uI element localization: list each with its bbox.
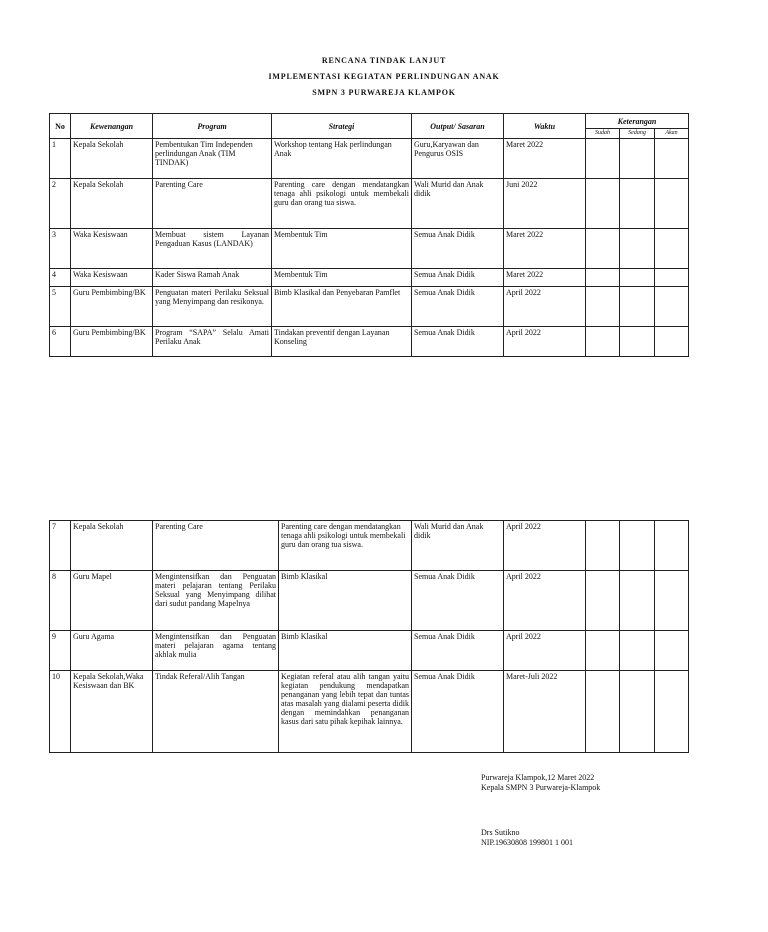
document-title: RENCANA TINDAK LANJUT — [321, 56, 447, 65]
row-sudah — [586, 179, 620, 229]
col-header-output: Output/ Sasaran — [412, 114, 504, 139]
signature-nip: NIP.19630808 199801 1 001 — [481, 838, 574, 847]
col-header-strategi: Strategi — [272, 114, 412, 139]
row-output: Semua Anak Didik — [412, 327, 504, 357]
table-row — [50, 287, 689, 327]
row-strategi: Parenting care dengan mendatangkan tenaga ahli psikologi untuk membekali guru dan orang tua siswa. — [272, 179, 412, 229]
row-kewenangan: Kepala Sekolah — [71, 521, 153, 571]
table-row — [50, 179, 689, 229]
row-waktu: April 2022 — [504, 521, 586, 571]
action-plan-table-part2 — [49, 520, 689, 753]
row-no: 9 — [50, 631, 71, 671]
row-strategi: Membentuk Tim — [272, 229, 412, 269]
row-waktu: Maret 2022 — [504, 269, 586, 287]
row-sudah — [586, 269, 620, 287]
row-output: Semua Anak Didik — [412, 229, 504, 269]
col-header-keterangan: Keterangan — [586, 114, 689, 129]
signature-place-date: Purwareja Klampok,12 Maret 2022 — [481, 773, 595, 782]
row-output: Semua Anak Didik — [412, 269, 504, 287]
row-waktu: April 2022 — [504, 571, 586, 631]
row-sedang — [620, 287, 655, 327]
row-no: 2 — [50, 179, 71, 229]
row-output: Semua Anak Didik — [412, 571, 504, 631]
row-akan — [655, 179, 689, 229]
row-strategi: Workshop tentang Hak perlindungan Anak — [272, 139, 412, 179]
row-strategi: Bimb Klasikal — [279, 631, 412, 671]
row-akan — [655, 287, 689, 327]
row-program: Parenting Care — [153, 179, 272, 229]
row-output: Semua Anak Didik — [412, 631, 504, 671]
col-header-akan: Akan — [655, 129, 689, 139]
row-no: 10 — [50, 671, 71, 753]
row-sedang — [620, 671, 655, 753]
row-sudah — [586, 631, 620, 671]
row-waktu: April 2022 — [504, 287, 586, 327]
row-akan — [655, 521, 689, 571]
row-kewenangan: Waka Kesiswaan — [71, 269, 153, 287]
row-kewenangan: Guru Pembimbing/BK — [71, 287, 153, 327]
action-plan-table-part1 — [49, 113, 689, 357]
col-header-kewenangan: Kewenangan — [71, 114, 153, 139]
table-row — [50, 571, 689, 631]
col-header-sedang: Sedang — [620, 129, 655, 139]
row-strategi: Kegiatan referal atau alih tangan yaitu kegiatan pendukung mendapatkan penanganan yang lebih tepat dan tuntas atas masalah yang dialami peserta didik dengan memindahkan penanganan kasus dari satu pihak kepihak lainnya. — [279, 671, 412, 753]
row-waktu: Maret 2022 — [504, 229, 586, 269]
row-sudah — [586, 327, 620, 357]
table-row — [50, 269, 689, 287]
row-output: Semua Anak Didik — [412, 671, 504, 753]
row-sedang — [620, 327, 655, 357]
row-strategi: Bimb Klasikal — [279, 571, 412, 631]
row-no: 8 — [50, 571, 71, 631]
row-program: Membuat sistem Layanan Pengaduan Kasus (LANDAK) — [153, 229, 272, 269]
row-akan — [655, 139, 689, 179]
row-sudah — [586, 521, 620, 571]
signature-position: Kepala SMPN 3 Purwareja-Klampok — [481, 783, 601, 792]
row-no: 6 — [50, 327, 71, 357]
row-no: 1 — [50, 139, 71, 179]
row-sedang — [620, 571, 655, 631]
col-header-waktu: Waktu — [504, 114, 586, 139]
signature-name: Drs Sutikno — [481, 828, 520, 837]
table-row — [50, 521, 689, 571]
row-output: Guru,Karyawan dan Pengurus OSIS — [412, 139, 504, 179]
row-program: Penguatan materi Perilaku Seksual yang Menyimpang dan resikonya. — [153, 287, 272, 327]
row-program: Kader Siswa Ramah Anak — [153, 269, 272, 287]
row-sudah — [586, 139, 620, 179]
row-no: 7 — [50, 521, 71, 571]
row-strategi: Membentuk Tim — [272, 269, 412, 287]
row-akan — [655, 229, 689, 269]
row-akan — [655, 671, 689, 753]
col-header-program: Program — [153, 114, 272, 139]
row-kewenangan: Kepala Sekolah,Waka Kesiswaan dan BK — [71, 671, 153, 753]
row-waktu: Maret 2022 — [504, 139, 586, 179]
row-output: Semua Anak Didik — [412, 287, 504, 327]
row-program: Mengintensifkan dan Penguatan materi pelajaran agama tentang akhlak mulia — [153, 631, 279, 671]
document-subtitle: IMPLEMENTASI KEGIATAN PERLINDUNGAN ANAK — [268, 72, 500, 81]
row-sudah — [586, 671, 620, 753]
row-program: Pembentukan Tim Independen perlindungan Anak (TIM TINDAK) — [153, 139, 272, 179]
row-akan — [655, 631, 689, 671]
row-sudah — [586, 571, 620, 631]
table-row — [50, 139, 689, 179]
row-output: Wali Murid dan Anak didik — [412, 179, 504, 229]
row-kewenangan: Kepala Sekolah — [71, 179, 153, 229]
row-program: Tindak Referal/Alih Tangan — [153, 671, 279, 753]
col-header-sudah: Sudah — [586, 129, 620, 139]
row-no: 5 — [50, 287, 71, 327]
row-kewenangan: Kepala Sekolah — [71, 139, 153, 179]
row-akan — [655, 327, 689, 357]
row-akan — [655, 269, 689, 287]
row-output: Wali Murid dan Anak didik — [412, 521, 504, 571]
row-program: Mengintensifkan dan Penguatan materi pelajaran tentang Perilaku Seksual yang Menyimpang dilihat dari sudut pandang Mapelnya — [153, 571, 279, 631]
table-row — [50, 327, 689, 357]
row-sedang — [620, 229, 655, 269]
row-akan — [655, 571, 689, 631]
table-row — [50, 671, 689, 753]
row-strategi: Bimb Klasikal dan Penyebaran Pamflet — [272, 287, 412, 327]
row-program: Program “SAPA” Selalu Amati Perilaku Anak — [153, 327, 272, 357]
row-sedang — [620, 521, 655, 571]
row-sedang — [620, 269, 655, 287]
row-kewenangan: Guru Mapel — [71, 571, 153, 631]
row-no: 3 — [50, 229, 71, 269]
row-sedang — [620, 139, 655, 179]
row-waktu: Maret-Juli 2022 — [504, 671, 586, 753]
row-waktu: April 2022 — [504, 327, 586, 357]
row-no: 4 — [50, 269, 71, 287]
row-strategi: Parenting care dengan mendatangkan tenaga ahli psikologi untuk membekali guru dan orang tua siswa. — [279, 521, 412, 571]
col-header-no: No — [50, 114, 71, 139]
row-waktu: Juni 2022 — [504, 179, 586, 229]
table-row — [50, 229, 689, 269]
row-sedang — [620, 179, 655, 229]
row-sudah — [586, 287, 620, 327]
row-strategi: Tindakan preventif dengan Layanan Konseling — [272, 327, 412, 357]
row-sudah — [586, 229, 620, 269]
row-kewenangan: Waka Kesiswaan — [71, 229, 153, 269]
row-program: Parenting Care — [153, 521, 279, 571]
table-row — [50, 631, 689, 671]
row-kewenangan: Guru Agama — [71, 631, 153, 671]
row-sedang — [620, 631, 655, 671]
school-name: SMPN 3 PURWAREJA KLAMPOK — [312, 88, 456, 97]
row-waktu: April 2022 — [504, 631, 586, 671]
row-kewenangan: Guru Pembimbing/BK — [71, 327, 153, 357]
